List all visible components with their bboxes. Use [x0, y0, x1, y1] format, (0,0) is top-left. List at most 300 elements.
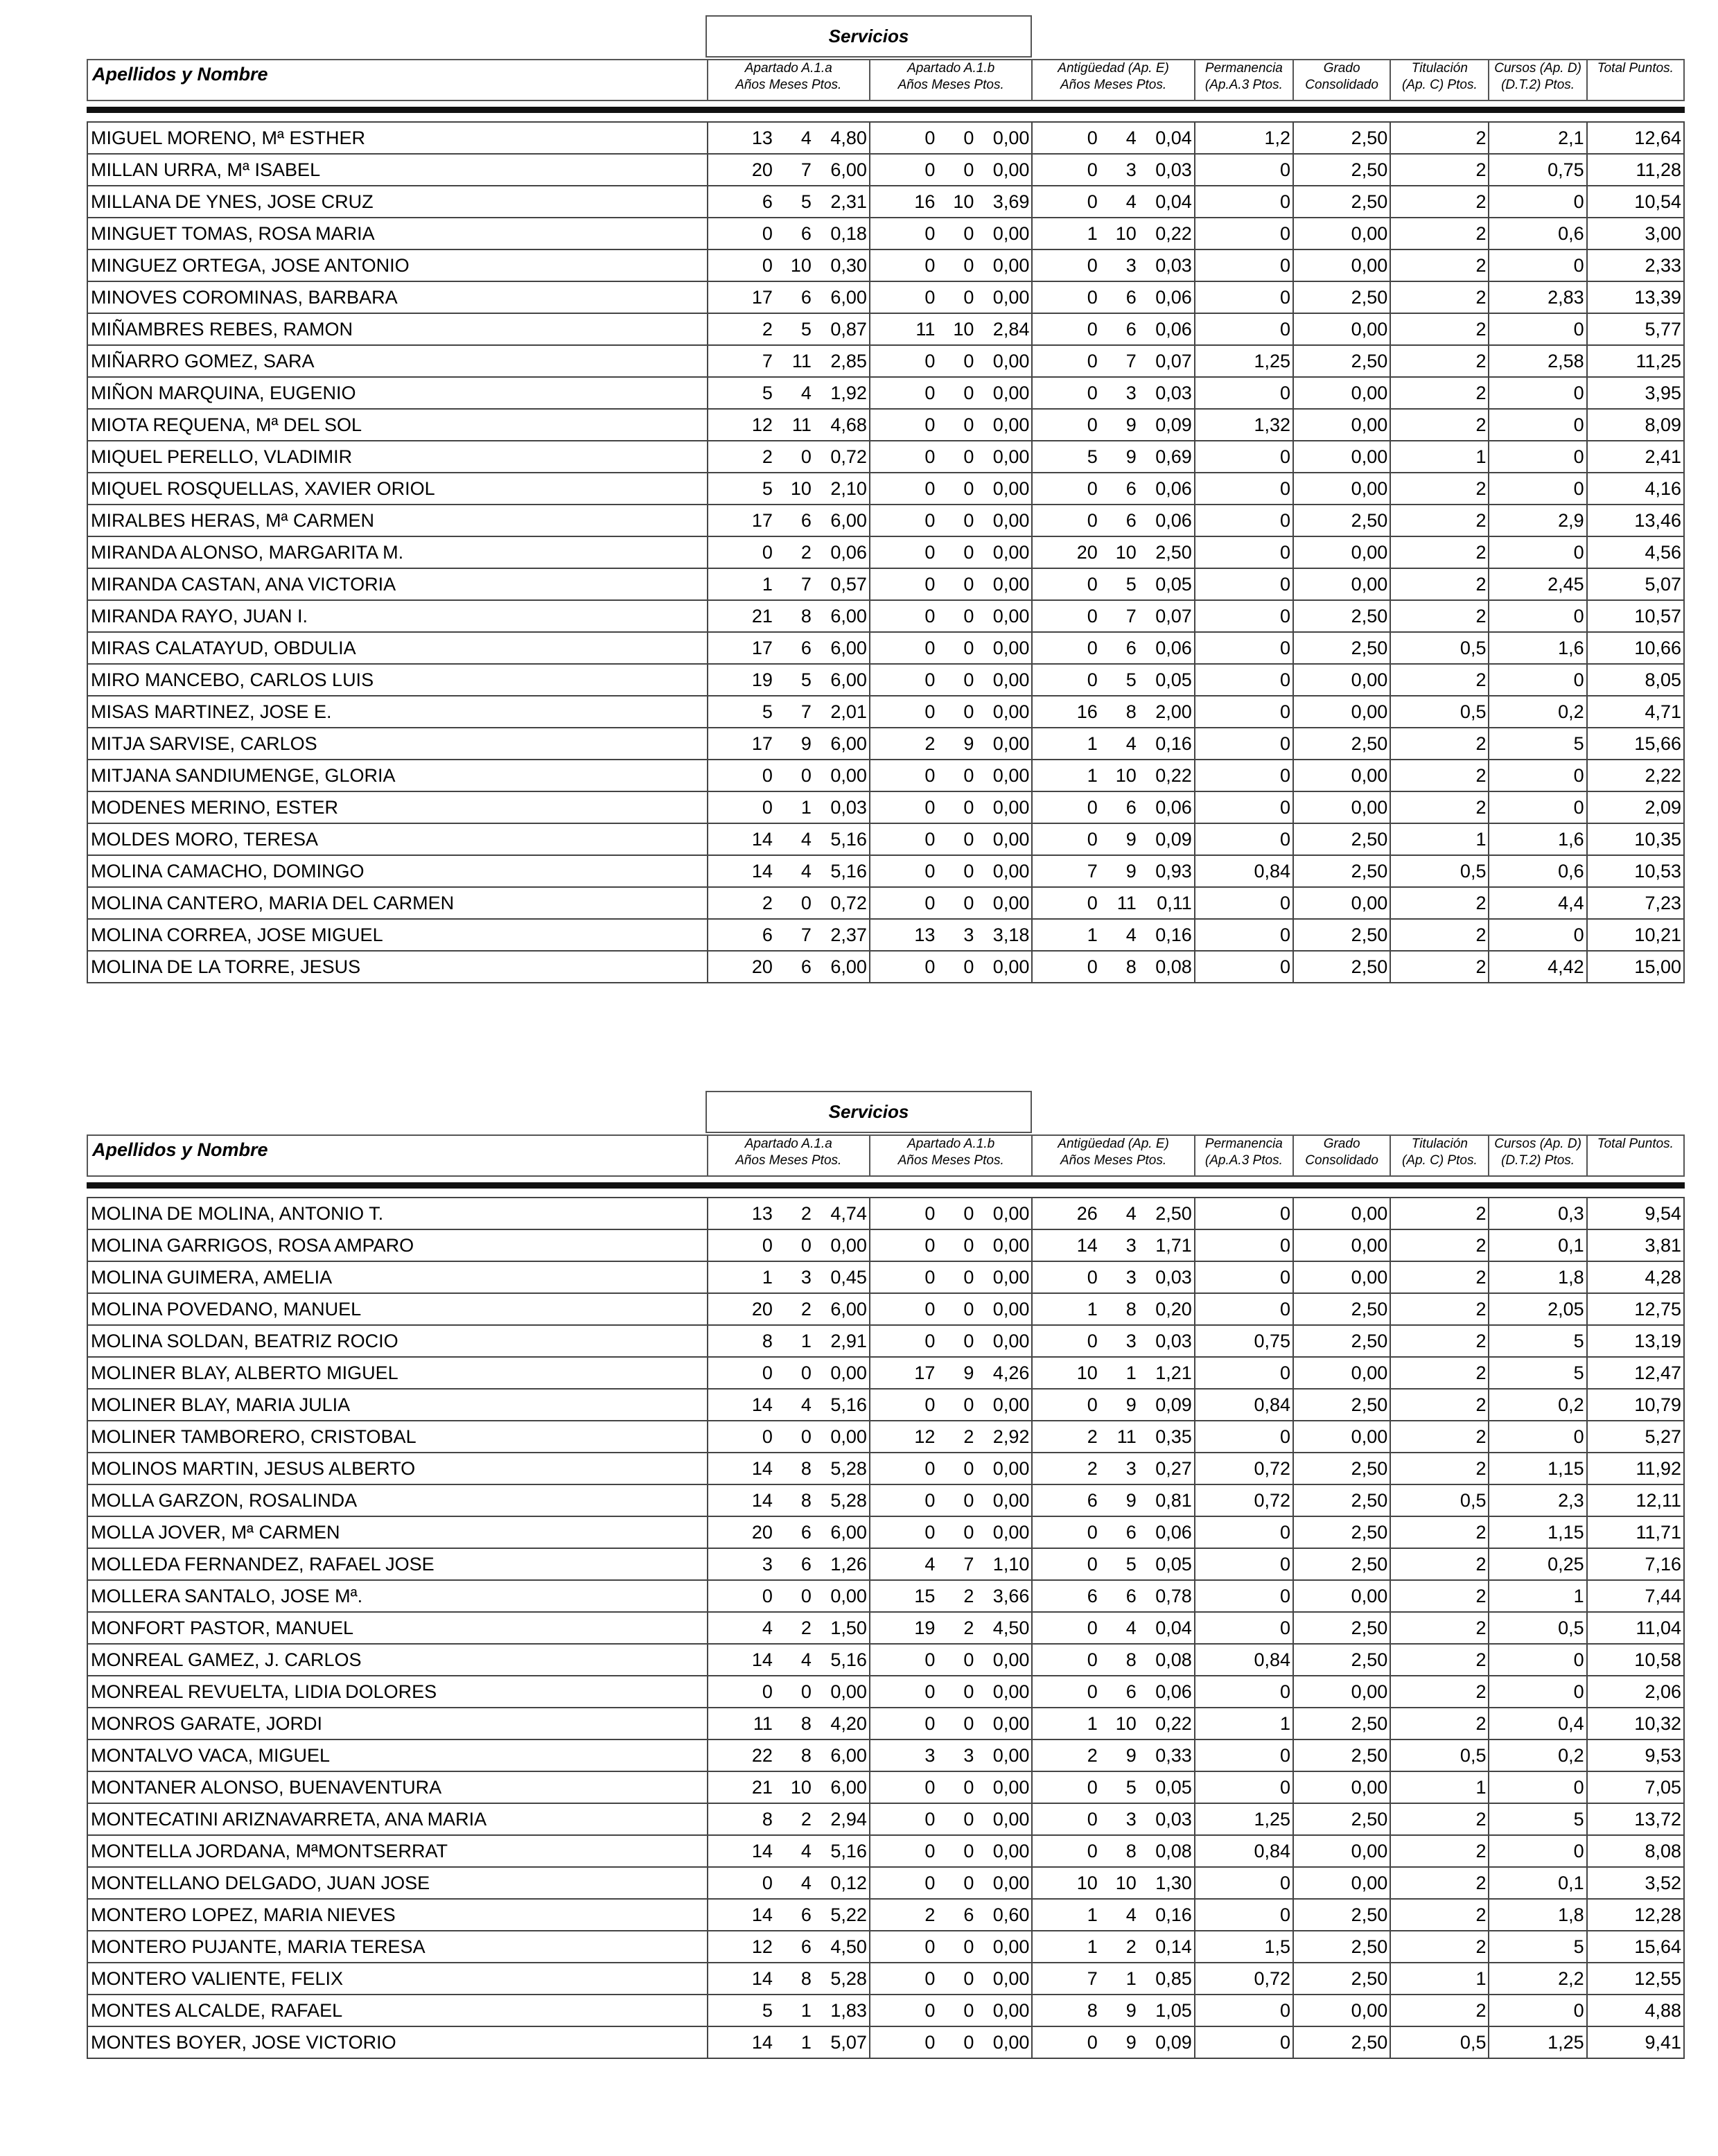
- cell-a1a-points: 2,85: [830, 350, 867, 371]
- cell-cursos: 0: [1489, 441, 1586, 473]
- table-row: [87, 536, 1684, 568]
- cell-a1a-points: 5,28: [830, 1967, 867, 1989]
- cell-a1b-months: 0: [963, 701, 974, 722]
- cell-ant-months: 6: [1125, 318, 1137, 340]
- cell-ant-months: 6: [1125, 1681, 1137, 1702]
- cell-ant-years: 0: [1087, 159, 1098, 180]
- cell-cursos: 1,25: [1489, 2026, 1586, 2058]
- header-name: Apellidos y Nombre: [87, 1135, 708, 1176]
- cell-a1a-years: 14: [751, 1967, 773, 1989]
- cell-a1b-months: 0: [963, 159, 974, 180]
- cell-name: MONTANER ALONSO, BUENAVENTURA: [87, 1771, 708, 1803]
- cell-ant-months: 8: [1125, 701, 1137, 722]
- cell-tit: 2: [1390, 154, 1489, 186]
- cell-tit: 2: [1390, 664, 1489, 696]
- cell-a1b: [870, 823, 1032, 855]
- cell-a1a-months: 0: [800, 1585, 812, 1606]
- table-row: [87, 823, 1684, 855]
- cell-name: MOLINA POVEDANO, MANUEL: [87, 1293, 708, 1325]
- cell-ant-points: 0,04: [1155, 1617, 1192, 1638]
- cell-ant: [1032, 951, 1194, 983]
- cell-grado: 2,50: [1293, 345, 1390, 377]
- cell-ant-months: 4: [1125, 733, 1137, 754]
- cell-cursos: 2,58: [1489, 345, 1586, 377]
- cell-grado: 0,00: [1293, 536, 1390, 568]
- cell-ant-points: 0,03: [1155, 159, 1192, 180]
- cell-ant-years: 2: [1087, 1457, 1098, 1479]
- cell-tit: 2: [1390, 1198, 1489, 1229]
- cell-a1b: [870, 1899, 1032, 1931]
- cell-grado: 2,50: [1293, 728, 1390, 760]
- cell-name: MOLLERA SANTALO, JOSE Mª.: [87, 1580, 708, 1612]
- cell-ant-months: 11: [1116, 1426, 1137, 1447]
- cell-ant-months: 8: [1125, 1840, 1137, 1861]
- cell-ant-months: 6: [1125, 637, 1137, 658]
- cell-total: 9,41: [1587, 2026, 1684, 2058]
- cell-a1a-points: 1,92: [830, 382, 867, 403]
- cell-ant-points: 1,30: [1155, 1872, 1192, 1893]
- cell-a1b-months: 0: [963, 541, 974, 563]
- cell-tit: 0,5: [1390, 855, 1489, 887]
- header-grado-line1: Grado: [1323, 1137, 1360, 1151]
- cell-a1b-years: 0: [924, 1840, 936, 1861]
- cell-a1b: [870, 313, 1032, 345]
- cell-ant-months: 3: [1125, 382, 1137, 403]
- cell-ant: [1032, 1771, 1194, 1803]
- cell-ant: [1032, 696, 1194, 728]
- cell-a1b-years: 0: [924, 1521, 936, 1543]
- cell-grado: 0,00: [1293, 1771, 1390, 1803]
- cell-ant-points: 0,09: [1155, 1394, 1192, 1415]
- cell-a1a-months: 1: [800, 1330, 812, 1351]
- cell-ant-points: 0,14: [1155, 1936, 1192, 1957]
- cell-a1a-points: 1,26: [830, 1553, 867, 1575]
- cell-total: 3,81: [1587, 1229, 1684, 1261]
- cell-ant-months: 6: [1125, 509, 1137, 531]
- cell-name: MIRANDA ALONSO, MARGARITA M.: [87, 536, 708, 568]
- cell-tit: 1: [1390, 441, 1489, 473]
- data-table: [87, 1197, 1685, 2059]
- cell-a1b-points: 0,00: [992, 764, 1030, 786]
- cell-total: 10,53: [1587, 855, 1684, 887]
- cell-a1b-months: 0: [963, 1266, 974, 1288]
- header-perm-line1: Permanencia: [1204, 61, 1283, 76]
- cell-a1b: [870, 791, 1032, 823]
- cell-a1b-months: 0: [963, 350, 974, 371]
- cell-a1a-points: 2,01: [830, 701, 867, 722]
- cell-a1b-years: 2: [924, 733, 936, 754]
- cell-a1a-months: 8: [800, 605, 812, 626]
- cell-a1a-months: 0: [800, 1681, 812, 1702]
- cell-a1a-years: 14: [751, 1840, 773, 1861]
- cell-cursos: 1,15: [1489, 1453, 1586, 1484]
- cell-total: 10,79: [1587, 1389, 1684, 1421]
- cell-ant: [1032, 1995, 1194, 2026]
- cell-tit: 2: [1390, 1453, 1489, 1484]
- cell-ant-months: 10: [1115, 541, 1137, 563]
- table-row: [87, 760, 1684, 791]
- cell-a1b-points: 3,66: [992, 1585, 1030, 1606]
- cell-a1b: [870, 664, 1032, 696]
- cell-a1a-years: 0: [762, 222, 773, 244]
- cell-ant-years: 0: [1087, 892, 1098, 913]
- table-row: [87, 1612, 1684, 1644]
- cell-name: MOLINA CORREA, JOSE MIGUEL: [87, 919, 708, 951]
- cell-a1b: [870, 1612, 1032, 1644]
- cell-a1a: [708, 1453, 870, 1484]
- table-row: [87, 568, 1684, 600]
- cell-ant-years: 0: [1087, 1394, 1098, 1415]
- table-row: [87, 441, 1684, 473]
- cell-cursos: 2,83: [1489, 281, 1586, 313]
- cell-a1b-years: 13: [914, 924, 936, 945]
- cell-cursos: 2,9: [1489, 505, 1586, 536]
- cell-tit: 0,5: [1390, 632, 1489, 664]
- cell-a1b: [870, 345, 1032, 377]
- cell-a1a-years: 8: [762, 1808, 773, 1830]
- cell-ant-points: 0,08: [1155, 956, 1192, 977]
- header-a1a-line1: Apartado A.1.a: [744, 61, 832, 76]
- cell-perm: 0,72: [1195, 1963, 1293, 1995]
- table-row: [87, 505, 1684, 536]
- cell-tit: 2: [1390, 600, 1489, 632]
- cell-a1b-years: 0: [924, 1266, 936, 1288]
- cell-a1a: [708, 2026, 870, 2058]
- header-perm-line1: Permanencia: [1204, 1137, 1283, 1151]
- cell-cursos: 1,8: [1489, 1261, 1586, 1293]
- services-header: Servicios: [705, 1091, 1032, 1133]
- cell-name: MOLINA GUIMERA, AMELIA: [87, 1261, 708, 1293]
- cell-total: 4,16: [1587, 473, 1684, 505]
- cell-a1b-months: 0: [963, 222, 974, 244]
- cell-a1a-points: 6,00: [830, 1521, 867, 1543]
- cell-a1a-points: 0,57: [830, 573, 867, 595]
- cell-a1a-years: 13: [751, 127, 773, 148]
- cell-ant: [1032, 728, 1194, 760]
- header-a1b: [870, 60, 1032, 100]
- cell-a1b-points: 0,00: [992, 1936, 1030, 1957]
- cell-a1a: [708, 1389, 870, 1421]
- cell-a1a-points: 0,45: [830, 1266, 867, 1288]
- cell-a1a-years: 2: [762, 318, 773, 340]
- cell-total: 4,71: [1587, 696, 1684, 728]
- cell-a1b: [870, 377, 1032, 409]
- cell-tit: 2: [1390, 1389, 1489, 1421]
- header-tit: [1390, 60, 1489, 100]
- cell-ant-years: 0: [1087, 1266, 1098, 1288]
- cell-a1b-points: 2,92: [992, 1426, 1030, 1447]
- cell-a1a-years: 20: [751, 1298, 773, 1320]
- table-row: [87, 345, 1684, 377]
- cell-tit: 2: [1390, 473, 1489, 505]
- cell-ant: [1032, 760, 1194, 791]
- cell-ant: [1032, 1389, 1194, 1421]
- cell-tit: 2: [1390, 1708, 1489, 1739]
- cell-a1a: [708, 313, 870, 345]
- cell-ant-months: 5: [1125, 1776, 1137, 1798]
- cell-name: MISAS MARTINEZ, JOSE E.: [87, 696, 708, 728]
- cell-ant-points: 0,85: [1155, 1967, 1192, 1989]
- cell-ant-points: 0,08: [1155, 1840, 1192, 1861]
- cell-a1a-months: 6: [800, 1553, 812, 1575]
- cell-tit: 0,5: [1390, 1484, 1489, 1516]
- table-row: [87, 473, 1684, 505]
- cell-a1b-years: 0: [924, 956, 936, 977]
- cell-a1b-points: 0,00: [992, 1521, 1030, 1543]
- cell-ant-points: 0,06: [1155, 796, 1192, 818]
- cell-ant-months: 4: [1125, 924, 1137, 945]
- cell-perm: 0: [1195, 1198, 1293, 1229]
- cell-ant-years: 1: [1087, 924, 1098, 945]
- table-row: [87, 919, 1684, 951]
- table-row: [87, 632, 1684, 664]
- cell-a1a-months: 6: [800, 637, 812, 658]
- cell-a1b-years: 0: [924, 1967, 936, 1989]
- cell-perm: 0: [1195, 473, 1293, 505]
- cell-cursos: 0,1: [1489, 1229, 1586, 1261]
- cell-a1a-points: 2,91: [830, 1330, 867, 1351]
- cell-ant: [1032, 1899, 1194, 1931]
- cell-cursos: 0: [1489, 249, 1586, 281]
- cell-a1b-months: 0: [963, 1394, 974, 1415]
- cell-a1a-years: 6: [762, 924, 773, 945]
- header-ant-line2: Años Meses Ptos.: [1060, 1153, 1167, 1168]
- cell-a1b-months: 6: [963, 1904, 974, 1925]
- cell-a1a-months: 4: [800, 860, 812, 882]
- cell-ant: [1032, 186, 1194, 218]
- cell-a1b-years: 0: [924, 127, 936, 148]
- cell-a1a: [708, 1771, 870, 1803]
- table-row: [87, 1995, 1684, 2026]
- cell-a1a-years: 7: [762, 350, 773, 371]
- cell-a1a: [708, 919, 870, 951]
- cell-a1b-years: 0: [924, 764, 936, 786]
- cell-a1b-points: 0,00: [992, 1457, 1030, 1479]
- cell-cursos: 5: [1489, 728, 1586, 760]
- cell-a1a-points: 6,00: [830, 605, 867, 626]
- cell-a1b-points: 0,00: [992, 637, 1030, 658]
- cell-cursos: 5: [1489, 1325, 1586, 1357]
- cell-total: 11,71: [1587, 1516, 1684, 1548]
- cell-a1b-points: 0,00: [992, 1872, 1030, 1893]
- cell-tit: 1: [1390, 1771, 1489, 1803]
- cell-a1a-points: 0,30: [830, 254, 867, 276]
- cell-a1b-years: 0: [924, 860, 936, 882]
- cell-perm: 0: [1195, 919, 1293, 951]
- cell-ant-years: 0: [1087, 1617, 1098, 1638]
- table-row: [87, 1325, 1684, 1357]
- cell-total: 4,88: [1587, 1995, 1684, 2026]
- cell-a1b-years: 19: [914, 1617, 936, 1638]
- cell-grado: 0,00: [1293, 409, 1390, 441]
- cell-a1a: [708, 600, 870, 632]
- cell-total: 10,57: [1587, 600, 1684, 632]
- cell-a1b-months: 0: [963, 509, 974, 531]
- cell-perm: 0: [1195, 441, 1293, 473]
- cell-a1b-points: 0,00: [992, 286, 1030, 308]
- cell-a1a: [708, 536, 870, 568]
- cell-a1a-months: 4: [800, 1872, 812, 1893]
- header-a1a-line2: Años Meses Ptos.: [735, 1153, 842, 1168]
- cell-a1b-points: 0,00: [992, 1266, 1030, 1288]
- cell-a1a-years: 14: [751, 828, 773, 850]
- cell-a1b-months: 3: [963, 924, 974, 945]
- cell-perm: 0: [1195, 1293, 1293, 1325]
- cell-grado: 2,50: [1293, 919, 1390, 951]
- cell-ant-months: 3: [1125, 1330, 1137, 1351]
- table-row: [87, 1453, 1684, 1484]
- cell-tit: 2: [1390, 728, 1489, 760]
- cell-perm: 0,72: [1195, 1453, 1293, 1484]
- cell-name: MONTECATINI ARIZNAVARRETA, ANA MARIA: [87, 1803, 708, 1835]
- cell-ant-points: 0,06: [1155, 286, 1192, 308]
- cell-ant-months: 1: [1125, 1967, 1137, 1989]
- cell-a1b-years: 0: [924, 1394, 936, 1415]
- cell-grado: 2,50: [1293, 1644, 1390, 1676]
- cell-a1b-points: 3,18: [992, 924, 1030, 945]
- cell-a1a-months: 2: [800, 1298, 812, 1320]
- cell-a1a-points: 5,16: [830, 1840, 867, 1861]
- header-a1b-line1: Apartado A.1.b: [907, 61, 995, 76]
- cell-a1a-years: 5: [762, 1999, 773, 2021]
- cell-a1b-years: 0: [924, 1712, 936, 1734]
- cell-ant-points: 0,22: [1155, 222, 1192, 244]
- cell-ant-months: 4: [1125, 127, 1137, 148]
- cell-a1b-months: 0: [963, 382, 974, 403]
- cell-a1b: [870, 600, 1032, 632]
- cell-a1b-points: 0,00: [992, 1744, 1030, 1766]
- cell-grado: 0,00: [1293, 887, 1390, 919]
- cell-a1a: [708, 568, 870, 600]
- cell-perm: 1,32: [1195, 409, 1293, 441]
- cell-grado: 2,50: [1293, 1899, 1390, 1931]
- cell-total: 5,27: [1587, 1421, 1684, 1453]
- cell-a1a-years: 17: [751, 637, 773, 658]
- cell-a1a-years: 19: [751, 669, 773, 690]
- cell-ant-points: 0,06: [1155, 637, 1192, 658]
- cell-a1b-points: 0,00: [992, 1840, 1030, 1861]
- cell-ant-months: 4: [1125, 1617, 1137, 1638]
- cell-ant: [1032, 1293, 1194, 1325]
- table-row: [87, 1548, 1684, 1580]
- cell-a1b-years: 0: [924, 1202, 936, 1224]
- cell-ant-points: 0,03: [1155, 1330, 1192, 1351]
- cell-a1b: [870, 1931, 1032, 1963]
- cell-name: MONFORT PASTOR, MANUEL: [87, 1612, 708, 1644]
- table-row: [87, 664, 1684, 696]
- cell-ant: [1032, 281, 1194, 313]
- cell-a1a-points: 4,50: [830, 1936, 867, 1957]
- cell-total: 15,64: [1587, 1931, 1684, 1963]
- cell-a1a-months: 6: [800, 1936, 812, 1957]
- cell-a1b-years: 0: [924, 1234, 936, 1256]
- cell-a1a: [708, 1931, 870, 1963]
- cell-a1b-months: 0: [963, 127, 974, 148]
- cell-a1b: [870, 441, 1032, 473]
- cell-ant: [1032, 568, 1194, 600]
- cell-grado: 0,00: [1293, 568, 1390, 600]
- cell-a1b-points: 0,00: [992, 350, 1030, 371]
- cell-ant-months: 2: [1125, 1936, 1137, 1957]
- cell-total: 8,05: [1587, 664, 1684, 696]
- cell-name: MONTELLA JORDANA, MªMONTSERRAT: [87, 1835, 708, 1867]
- table-row: [87, 186, 1684, 218]
- cell-a1a: [708, 345, 870, 377]
- cell-total: 8,08: [1587, 1835, 1684, 1867]
- cell-perm: 0: [1195, 791, 1293, 823]
- cell-tit: 2: [1390, 1995, 1489, 2026]
- cell-ant: [1032, 887, 1194, 919]
- cell-ant-months: 10: [1115, 1872, 1137, 1893]
- cell-ant-years: 20: [1076, 541, 1098, 563]
- cell-a1a: [708, 1963, 870, 1995]
- cell-ant: [1032, 1963, 1194, 1995]
- cell-ant: [1032, 2026, 1194, 2058]
- header-tit-line1: Titulación: [1411, 1137, 1468, 1151]
- cell-a1a-years: 14: [751, 1457, 773, 1479]
- cell-a1a: [708, 1899, 870, 1931]
- cell-a1b: [870, 1580, 1032, 1612]
- table-row: [87, 1771, 1684, 1803]
- cell-a1b-points: 0,00: [992, 1808, 1030, 1830]
- cell-a1b: [870, 1963, 1032, 1995]
- cell-a1a: [708, 1229, 870, 1261]
- cell-a1a-years: 5: [762, 477, 773, 499]
- cell-cursos: 0: [1489, 760, 1586, 791]
- cell-total: 12,11: [1587, 1484, 1684, 1516]
- cell-a1b: [870, 154, 1032, 186]
- cell-a1b: [870, 1484, 1032, 1516]
- cell-cursos: 0: [1489, 919, 1586, 951]
- cell-cursos: 0,2: [1489, 696, 1586, 728]
- header-a1b: [870, 1135, 1032, 1176]
- cell-a1b: [870, 728, 1032, 760]
- cell-ant: [1032, 632, 1194, 664]
- cell-total: 11,25: [1587, 345, 1684, 377]
- cell-ant: [1032, 1548, 1194, 1580]
- cell-a1b-years: 0: [924, 1681, 936, 1702]
- cell-ant-years: 0: [1087, 286, 1098, 308]
- cell-ant-points: 0,35: [1155, 1426, 1192, 1447]
- cell-name: MONTELLANO DELGADO, JUAN JOSE: [87, 1867, 708, 1899]
- cell-ant-years: 0: [1087, 477, 1098, 499]
- cell-a1a-points: 0,06: [830, 541, 867, 563]
- header-grado: [1293, 60, 1390, 100]
- cell-a1b-months: 0: [963, 2031, 974, 2053]
- cell-cursos: 0,4: [1489, 1708, 1586, 1739]
- cell-total: 12,47: [1587, 1357, 1684, 1389]
- cell-a1b-months: 0: [963, 637, 974, 658]
- cell-grado: 2,50: [1293, 600, 1390, 632]
- cell-a1b-months: 0: [963, 1330, 974, 1351]
- cell-a1a: [708, 823, 870, 855]
- cell-a1b-points: 0,00: [992, 669, 1030, 690]
- cell-a1b: [870, 568, 1032, 600]
- cell-a1b-months: 0: [963, 1457, 974, 1479]
- cell-a1a-points: 2,10: [830, 477, 867, 499]
- cell-a1a-months: 0: [800, 446, 812, 467]
- cell-a1b-months: 0: [963, 1840, 974, 1861]
- cell-ant-points: 0,05: [1155, 669, 1192, 690]
- cell-ant-months: 4: [1125, 191, 1137, 212]
- cell-perm: 1,25: [1195, 1803, 1293, 1835]
- cell-a1b-years: 0: [924, 1872, 936, 1893]
- cell-ant-months: 6: [1125, 1521, 1137, 1543]
- header-ant: [1032, 1135, 1194, 1176]
- cell-a1a-points: 0,03: [830, 796, 867, 818]
- cell-a1b-months: 7: [963, 1553, 974, 1575]
- table-row: [87, 122, 1684, 154]
